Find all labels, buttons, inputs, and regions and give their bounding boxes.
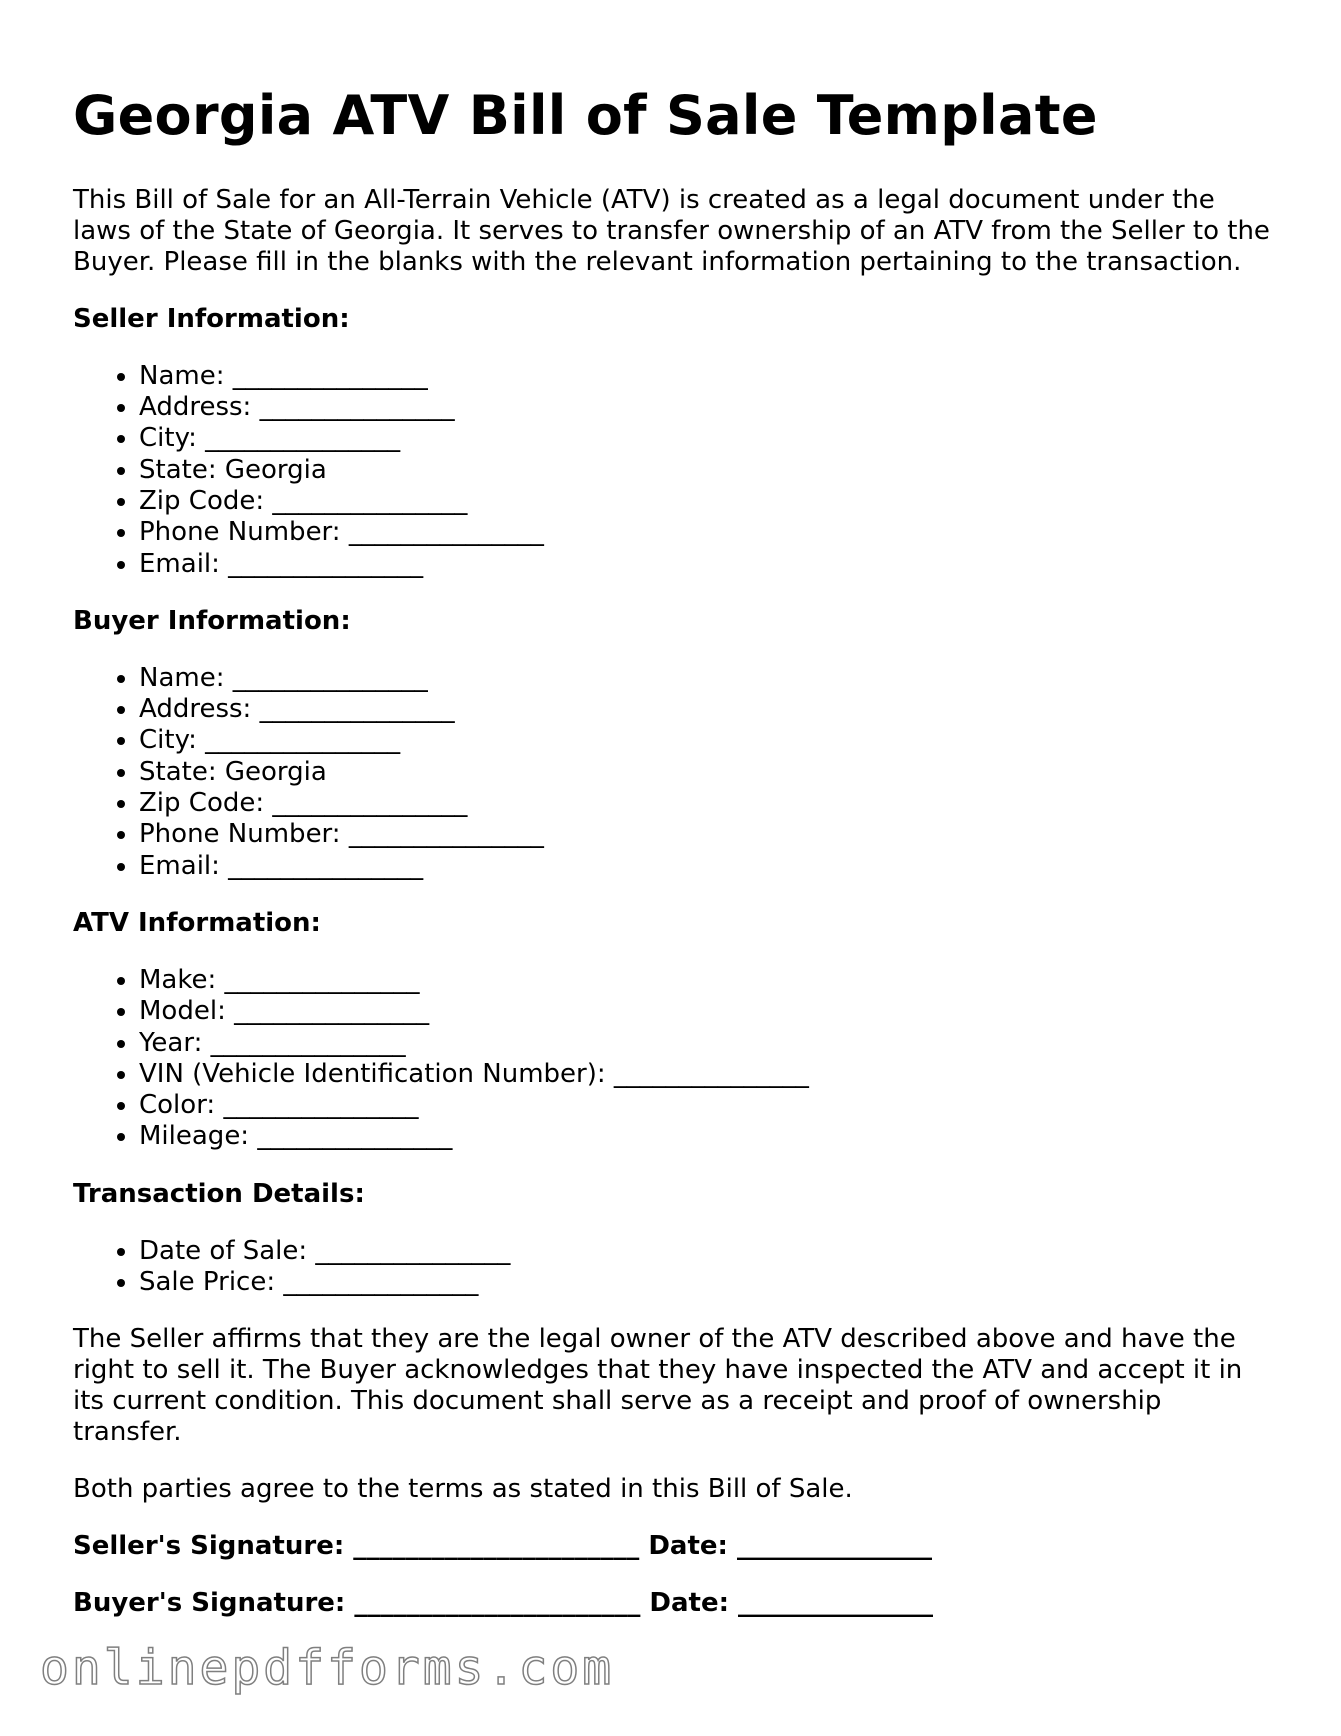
atv-list — [73, 965, 1273, 1153]
seller-signature-line[interactable]: Seller's Signature: ______________________ Date: _______________ — [73, 1531, 932, 1562]
date-of-sale-field[interactable]: • Date of Sale: _______________ — [139, 1236, 1273, 1267]
seller-state-field: • State: Georgia — [139, 455, 1273, 486]
agreement-paragraph: Both parties agree to the terms as stated in this Bill of Sale. — [73, 1474, 853, 1505]
affirmation-paragraph: The Seller affirms that they are the legal owner of the ATV described above and have the right to sell it. The Buyer acknowledges that they have inspected the ATV and accept it in its current condition. This document shall serve as a receipt and proof of ownership transfer. — [73, 1324, 1243, 1448]
atv-heading: ATV Information: — [73, 907, 321, 938]
buyer-city-field[interactable]: • City: _______________ — [139, 725, 1273, 756]
atv-make-field[interactable]: • Make: _______________ — [139, 965, 1273, 996]
buyer-phone-field[interactable]: • Phone Number: _______________ — [139, 819, 1273, 850]
buyer-address-field[interactable]: • Address: _______________ — [139, 694, 1273, 725]
atv-mileage-field[interactable]: • Mileage: _______________ — [139, 1121, 1273, 1152]
seller-email-field[interactable]: • Email: _______________ — [139, 549, 1273, 580]
transaction-heading: Transaction Details: — [73, 1178, 365, 1209]
atv-year-field[interactable]: • Year: _______________ — [139, 1028, 1273, 1059]
seller-zip-field[interactable]: • Zip Code: _______________ — [139, 486, 1273, 517]
intro-paragraph: This Bill of Sale for an All-Terrain Vehicle (ATV) is created as a legal document under the laws of the State of Georgia. It serves to transfer ownership of an ATV from the Seller to the Buyer. Please fill in the blanks with the relevant information pertaining to the transaction. — [73, 184, 1270, 277]
seller-list — [73, 361, 1273, 580]
buyer-name-field[interactable]: • Name: _______________ — [139, 663, 1273, 694]
buyer-heading: Buyer Information: — [73, 605, 351, 636]
page-title: Georgia ATV Bill of Sale Template — [73, 84, 1098, 147]
document-page — [73, 84, 1273, 1645]
seller-city-field[interactable]: • City: _______________ — [139, 423, 1273, 454]
sale-price-field[interactable]: • Sale Price: _______________ — [139, 1267, 1273, 1298]
atv-color-field[interactable]: • Color: _______________ — [139, 1090, 1273, 1121]
seller-name-field[interactable]: • Name: _______________ — [139, 361, 1273, 392]
buyer-email-field[interactable]: • Email: _______________ — [139, 851, 1273, 882]
watermark-logo: onlinepdfforms.com — [40, 1640, 615, 1696]
atv-vin-field[interactable]: • VIN (Vehicle Identification Number): _______________ — [139, 1059, 1273, 1090]
buyer-zip-field[interactable]: • Zip Code: _______________ — [139, 788, 1273, 819]
buyer-state-field: • State: Georgia — [139, 757, 1273, 788]
seller-address-field[interactable]: • Address: _______________ — [139, 392, 1273, 423]
buyer-signature-line[interactable]: Buyer's Signature: ______________________ Date: _______________ — [73, 1588, 934, 1619]
transaction-list — [73, 1236, 1273, 1299]
seller-heading: Seller Information: — [73, 303, 350, 334]
buyer-list — [73, 663, 1273, 882]
seller-phone-field[interactable]: • Phone Number: _______________ — [139, 517, 1273, 548]
atv-model-field[interactable]: • Model: _______________ — [139, 996, 1273, 1027]
